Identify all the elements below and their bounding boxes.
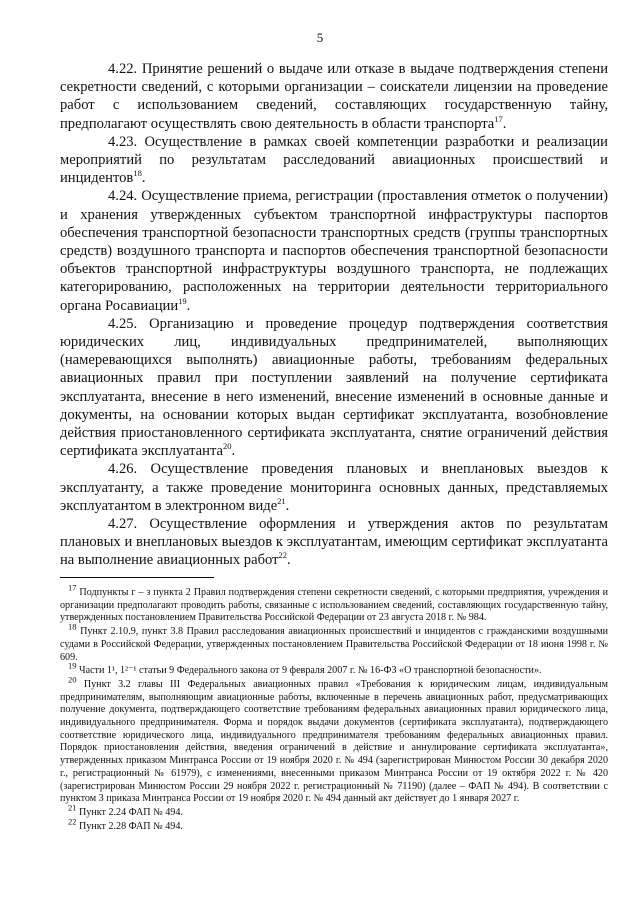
footnote-text: Части 1¹, 1²⁻¹ статьи 9 Федерального закона от 9 февраля 2007 г. № 16-ФЗ «О транспортной безопасности». [79,665,542,677]
paragraph-text: 4.24. Осуществление приема, регистрации (проставления отметок о получении) и хранения утвержденных субъектом транспортной инфраструктуры паспортов обеспечения транспортной безопасности транспортных средств (группы транспортных средств) воздушного транспорта и паспортов обеспечения транспортной безопасности объектов транспортной инфраструктуры воздушного транспорта, не подлежащих категорированию, расположенных на территории деятельности территориального органа Росавиации [60,188,608,314]
footnote-ref: 18 [133,168,142,179]
footnote-20 [60,674,608,806]
footnote-22 [60,816,608,834]
footnote-mark: 17 [68,582,77,593]
footnote-19 [60,660,608,678]
paragraph-text: 4.25. Организацию и проведение процедур подтверждения соответствия юридических лиц, индивидуальных предпринимателей, выполняющих (намеревающихся выполнять) авиационные работы, требованиям федеральных авиационных правил при поступлении заявлений на получение сертификата эксплуатанта, внесение в него изменений, внесение изменений в основные данные и документы, на основании которых выдан сертификат эксплуатанта, возобновление действия приостановленного сертификата эксплуатанта, снятие ограничений действия сертификата эксплуатанта [60,315,608,460]
paragraph-text: 4.22. Принятие решений о выдаче или отказе в выдаче подтверждения степени секретности сведений, с которыми организации – соискатели лицензии на проведение работ с использованием сведений, составляющих государственную тайну, предполагают осуществлять свою деятельность в области транспорта [60,61,608,132]
footnote-mark: 22 [68,816,77,827]
paragraph-4-23 [60,133,608,188]
footnote-text: Пункт 2.10.9, пункт 3.8 Правил расследования авиационных происшествий и инцидентов с гражданскими воздушными судами в Российской Федерации, утвержденных постановлением Правительства Российской Федерации от 18 июня 1998 г. № 609. [60,626,608,663]
main-text [60,60,608,570]
footnote-text: Пункт 2.28 ФАП № 494. [79,820,183,832]
paragraph-tail: . [287,552,291,569]
footnote-mark: 19 [68,660,77,671]
footnote-ref: 17 [494,113,503,124]
paragraph-tail: . [141,170,146,187]
footnotes [60,582,608,834]
footnote-ref: 22 [278,550,287,561]
paragraph-tail: . [186,297,191,314]
page-number: 5 [316,30,324,45]
paragraph-text: 4.23. Осуществление в рамках своей компетенции разработки и реализации мероприятий по результатам расследований авиационных происшествий и инцидентов [60,133,608,187]
footnote-text: Подпункты г – з пункта 2 Правил подтверждения степени секретности сведений, с которыми предприятия, учреждения и организации предполагают проводить работы, связанные с использованием сведений, составляющих государственную тайну, утвержденных постановлением Правительства Российской Федерации от 23 августа 2018 г. № 984. [60,587,608,624]
footnote-text: Пункт 2.24 ФАП № 494. [79,806,183,818]
footnote-ref: 21 [277,496,286,507]
footnote-ref: 20 [222,441,232,452]
footnote-17 [60,582,608,625]
paragraph-4-24 [60,187,608,314]
paragraph-text: 4.27. Осуществление оформления и утверждения актов по результатам плановых и внеплановых выездов к эксплуатантам, имеющим сертификат эксплуатанта на выполнение авиационных работ [60,516,608,569]
footnote-mark: 21 [68,802,77,813]
paragraph-4-22 [60,60,608,133]
footnote-mark: 20 [68,674,77,685]
paragraph-4-25 [60,315,608,461]
footnote-separator [60,577,214,578]
footnote-18 [60,621,608,664]
footnote-ref: 19 [178,295,187,306]
paragraph-tail: . [502,115,507,132]
footnote-mark: 18 [68,621,77,632]
paragraph-tail: . [231,443,236,460]
footnote-21 [60,802,608,820]
paragraph-text: 4.26. Осуществление проведения плановых и внеплановых выездов к эксплуатанту, а также проведение мониторинга основных данных, представляемых эксплуатантом в электронном виде [60,461,608,514]
paragraph-tail: . [285,497,290,514]
paragraph-4-27 [60,515,608,570]
paragraph-4-26 [60,460,608,515]
footnote-text: Пункт 3.2 главы III Федеральных авиационных правил «Требования к юридическим лицам, индивидуальным предпринимателям, выполняющим авиационные работы, включенные в перечень авиационных работ, предусматривающих получение документа, подтверждающего соответствие требованиям федеральных авиационных правил юридического лица, индивидуального предпринимателя. Форма и порядок выдачи документов (сертификата эксплуатанта), подтверждающего соответствие юридического лица, индивидуального предпринимателя требованиям федеральных авиационных правил. Порядок приостановления действия, введения ограничений в действие и аннулирование сертификата эксплуатанта», утвержденных приказом Минтранса России от 19 ноября 2020 г. № 494 (зарегистрирован Минюстом России 30 декабря 2020 г., регистрационный № 61979), с изменениями, внесенными приказом Минтранса России от 19 октября 2022 г. № 420 (зарегистрирован Минюстом России 29 ноября 2022 г. регистрационный № 71190) (далее – ФАП № 494). В соответствии с пунктом 3 приказа Минтранса России от 19 ноября 2020 г. № 494 данный акт действует до 1 января 2027 г. [60,678,608,805]
